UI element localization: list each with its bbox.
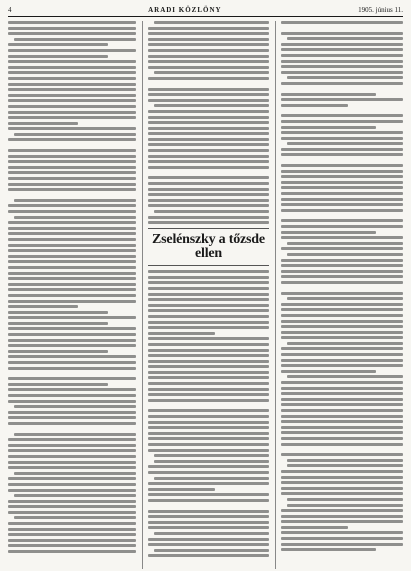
text-line-placeholder — [8, 166, 136, 169]
text-line-placeholder — [281, 65, 403, 68]
text-line-placeholder — [8, 444, 136, 447]
text-line-placeholder — [148, 155, 270, 158]
text-line-placeholder — [148, 287, 270, 290]
text-line-placeholder — [281, 303, 403, 306]
text-line-placeholder — [281, 381, 403, 384]
text-line-placeholder — [281, 347, 403, 350]
text-line-placeholder — [287, 464, 403, 467]
text-line-placeholder — [8, 449, 136, 452]
text-line-placeholder — [8, 422, 136, 425]
text-line-placeholder — [281, 259, 403, 262]
text-line-placeholder — [281, 247, 403, 250]
text-line-placeholder — [148, 83, 270, 88]
text-line-placeholder — [154, 460, 270, 463]
text-line-placeholder — [8, 171, 136, 174]
text-line-placeholder — [281, 126, 376, 129]
text-line-placeholder — [8, 339, 136, 342]
text-line-placeholder — [14, 405, 136, 408]
text-line-placeholder — [148, 176, 270, 179]
text-line-placeholder — [8, 344, 136, 347]
text-line-placeholder — [281, 164, 403, 167]
text-line-placeholder — [8, 311, 108, 314]
text-line-placeholder — [14, 494, 136, 497]
text-line-placeholder — [14, 472, 136, 475]
text-line-placeholder — [287, 142, 403, 145]
text-line-placeholder — [148, 99, 270, 102]
text-line-placeholder — [8, 71, 136, 74]
text-line-placeholder — [8, 60, 136, 63]
text-line-placeholder — [8, 305, 78, 308]
text-line-placeholder — [8, 210, 136, 213]
text-line-placeholder — [281, 48, 403, 51]
text-line-placeholder — [8, 244, 136, 247]
text-line-placeholder — [8, 438, 136, 441]
text-line-placeholder — [8, 272, 136, 275]
text-line-placeholder — [148, 337, 270, 340]
text-line-placeholder — [8, 127, 136, 130]
text-line-placeholder — [8, 149, 136, 152]
text-line-placeholder — [8, 204, 136, 207]
text-line-placeholder — [14, 133, 136, 136]
text-line-placeholder — [154, 210, 270, 213]
text-line-placeholder — [148, 515, 270, 518]
text-line-placeholder — [148, 77, 270, 80]
text-line-placeholder — [8, 249, 136, 252]
text-line-placeholder — [148, 443, 270, 446]
text-line-placeholder — [281, 60, 403, 63]
text-line-placeholder — [148, 371, 270, 374]
text-line-placeholder — [148, 526, 270, 529]
text-line-placeholder — [154, 21, 270, 24]
issue-date: 1905. június 11. — [358, 6, 403, 14]
text-line-placeholder — [148, 493, 270, 496]
text-line-placeholder — [287, 459, 403, 462]
text-line-placeholder — [148, 332, 215, 335]
text-line-placeholder — [281, 420, 403, 423]
article-columns — [8, 21, 403, 569]
text-line-placeholder — [281, 531, 403, 534]
text-line-placeholder — [287, 37, 403, 40]
text-line-placeholder — [8, 483, 136, 486]
text-line-placeholder — [148, 538, 270, 541]
text-line-placeholder — [281, 515, 403, 518]
text-line-placeholder — [281, 54, 403, 57]
text-line-placeholder — [8, 377, 136, 380]
text-line-placeholder — [281, 481, 403, 484]
text-line-placeholder — [154, 104, 270, 107]
text-line-placeholder — [281, 27, 403, 32]
text-line-placeholder — [281, 537, 403, 540]
text-line-placeholder — [148, 55, 270, 58]
text-line-placeholder — [281, 543, 403, 546]
text-line-placeholder — [8, 77, 136, 80]
text-line-placeholder — [8, 105, 136, 108]
text-line-placeholder — [8, 43, 108, 46]
text-line-placeholder — [8, 522, 136, 525]
text-line-placeholder — [8, 550, 136, 553]
text-line-placeholder — [8, 49, 136, 52]
divider — [148, 228, 270, 229]
text-line-placeholder — [148, 521, 270, 524]
text-line-placeholder — [8, 511, 136, 514]
text-line-placeholder — [148, 188, 270, 191]
text-line-placeholder — [281, 437, 403, 440]
newspaper-title: ARADI KÖZLÖNY — [148, 6, 222, 14]
text-line-placeholder — [8, 500, 136, 503]
text-line-placeholder — [281, 231, 376, 234]
text-line-placeholder — [8, 288, 136, 291]
text-line-placeholder — [148, 360, 270, 363]
article-headline: Zselénszky a tőzsde ellen — [152, 232, 265, 262]
text-line-placeholder — [8, 461, 136, 464]
text-line-placeholder — [281, 153, 403, 156]
text-line-placeholder — [148, 27, 270, 30]
text-line-placeholder — [8, 539, 136, 542]
text-line-placeholder — [148, 281, 270, 284]
text-line-placeholder — [287, 375, 403, 378]
text-line-placeholder — [8, 394, 136, 397]
text-line-placeholder — [281, 264, 403, 267]
middle-top-text — [148, 21, 270, 224]
text-line-placeholder — [8, 183, 136, 186]
text-line-placeholder — [8, 21, 136, 24]
text-line-placeholder — [148, 127, 270, 130]
text-line-placeholder — [148, 510, 270, 513]
text-line-placeholder — [148, 166, 270, 169]
text-line-placeholder — [8, 355, 136, 358]
text-line-placeholder — [8, 99, 136, 102]
text-line-placeholder — [8, 528, 136, 531]
text-line-placeholder — [281, 203, 403, 206]
text-line-placeholder — [148, 437, 270, 440]
text-line-placeholder — [148, 304, 270, 307]
text-line-placeholder — [8, 350, 108, 353]
text-line-placeholder — [8, 55, 108, 58]
text-line-placeholder — [8, 138, 136, 141]
text-line-placeholder — [148, 43, 270, 46]
text-line-placeholder — [148, 204, 270, 207]
text-line-placeholder — [281, 88, 403, 93]
text-line-placeholder — [281, 236, 403, 239]
middle-bottom-text — [148, 270, 270, 557]
text-line-placeholder — [148, 88, 270, 91]
text-line-placeholder — [281, 93, 376, 96]
text-line-placeholder — [8, 411, 136, 414]
text-line-placeholder — [281, 353, 403, 356]
text-line-placeholder — [148, 426, 270, 429]
text-line-placeholder — [8, 533, 136, 536]
text-line-placeholder — [281, 487, 403, 490]
text-line-placeholder — [148, 116, 270, 119]
text-line-placeholder — [281, 104, 348, 107]
text-line-placeholder — [8, 544, 136, 547]
text-line-placeholder — [287, 242, 403, 245]
text-line-placeholder — [148, 216, 270, 219]
text-line-placeholder — [148, 298, 270, 301]
text-line-placeholder — [148, 554, 270, 557]
text-line-placeholder — [281, 403, 403, 406]
text-line-placeholder — [148, 60, 270, 63]
text-line-placeholder — [281, 314, 403, 317]
text-line-placeholder — [281, 170, 403, 173]
text-line-placeholder — [154, 532, 270, 535]
text-line-placeholder — [148, 349, 270, 352]
text-line-placeholder — [281, 398, 403, 401]
text-line-placeholder — [281, 275, 403, 278]
text-line-placeholder — [281, 387, 403, 390]
text-line-placeholder — [281, 270, 403, 273]
text-line-placeholder — [8, 32, 136, 35]
text-line-placeholder — [281, 209, 403, 212]
text-line-placeholder — [281, 71, 403, 74]
text-line-placeholder — [281, 443, 403, 446]
text-line-placeholder — [14, 216, 136, 219]
text-line-placeholder — [281, 470, 403, 473]
text-line-placeholder — [8, 188, 136, 191]
text-line-placeholder — [8, 327, 136, 330]
text-line-placeholder — [148, 471, 270, 474]
text-line-placeholder — [281, 370, 376, 373]
text-line-placeholder — [281, 320, 403, 323]
text-line-placeholder — [148, 409, 270, 412]
text-line-placeholder — [148, 121, 270, 124]
text-line-placeholder — [148, 399, 270, 402]
text-line-placeholder — [148, 182, 270, 185]
text-line-placeholder — [148, 193, 270, 196]
text-line-placeholder — [281, 415, 403, 418]
text-line-placeholder — [8, 227, 136, 230]
text-line-placeholder — [8, 361, 136, 364]
text-line-placeholder — [281, 82, 403, 85]
text-line-placeholder — [281, 520, 403, 523]
text-line-placeholder — [148, 432, 270, 435]
text-line-placeholder — [8, 160, 136, 163]
text-line-placeholder — [8, 416, 136, 419]
text-line-placeholder — [8, 277, 136, 280]
text-line-placeholder — [281, 131, 403, 134]
text-line-placeholder — [281, 453, 403, 456]
text-line-placeholder — [148, 343, 270, 346]
text-line-placeholder — [281, 225, 403, 228]
text-line-placeholder — [281, 148, 403, 151]
text-line-placeholder — [148, 32, 270, 35]
text-line-placeholder — [8, 88, 136, 91]
text-line-placeholder — [281, 137, 403, 140]
text-line-placeholder — [281, 43, 403, 46]
text-line-placeholder — [14, 38, 136, 41]
text-line-placeholder — [287, 342, 403, 345]
column-right — [275, 21, 403, 569]
text-line-placeholder — [148, 315, 270, 318]
text-line-placeholder — [8, 477, 136, 480]
text-line-placeholder — [287, 76, 403, 79]
text-line-placeholder — [281, 181, 403, 184]
text-line-placeholder — [8, 266, 136, 269]
text-line-placeholder — [14, 433, 136, 436]
text-line-placeholder — [8, 111, 136, 114]
text-line-placeholder — [148, 132, 270, 135]
text-line-placeholder — [148, 505, 270, 510]
text-line-placeholder — [281, 175, 403, 178]
text-line-placeholder — [281, 98, 403, 101]
text-line-placeholder — [281, 492, 403, 495]
text-line-placeholder — [148, 465, 270, 468]
text-line-placeholder — [148, 376, 270, 379]
text-line-placeholder — [281, 509, 403, 512]
text-line-placeholder — [287, 253, 403, 256]
text-line-placeholder — [281, 186, 403, 189]
text-line-placeholder — [148, 365, 270, 368]
text-line-placeholder — [281, 292, 403, 295]
text-line-placeholder — [281, 21, 403, 24]
text-line-placeholder — [281, 431, 403, 434]
text-line-placeholder — [8, 260, 136, 263]
text-line-placeholder — [148, 354, 270, 357]
text-line-placeholder — [148, 388, 270, 391]
text-line-placeholder — [154, 454, 270, 457]
text-line-placeholder — [8, 283, 136, 286]
text-line-placeholder — [148, 482, 270, 485]
text-line-placeholder — [148, 38, 270, 41]
text-line-placeholder — [8, 238, 136, 241]
divider — [148, 265, 270, 266]
text-line-placeholder — [281, 336, 403, 339]
text-line-placeholder — [8, 122, 78, 125]
text-line-placeholder — [281, 526, 348, 529]
text-line-placeholder — [281, 32, 403, 35]
text-line-placeholder — [281, 198, 403, 201]
text-line-placeholder — [8, 177, 136, 180]
text-line-placeholder — [8, 466, 136, 469]
text-line-placeholder — [281, 409, 403, 412]
text-line-placeholder — [148, 66, 270, 69]
text-line-placeholder — [154, 549, 270, 552]
text-line-placeholder — [148, 199, 270, 202]
text-line-placeholder — [148, 160, 270, 163]
text-line-placeholder — [8, 333, 136, 336]
text-line-placeholder — [281, 281, 403, 284]
text-line-placeholder — [148, 49, 270, 52]
text-line-placeholder — [8, 255, 136, 258]
text-line-placeholder — [14, 199, 136, 202]
text-line-placeholder — [148, 309, 270, 312]
text-line-placeholder — [148, 221, 270, 224]
text-line-placeholder — [8, 388, 136, 391]
text-line-placeholder — [8, 66, 136, 69]
column-middle — [142, 21, 270, 569]
text-line-placeholder — [14, 516, 136, 519]
text-line-placeholder — [148, 276, 270, 279]
text-line-placeholder — [148, 93, 270, 96]
text-line-placeholder — [148, 293, 270, 296]
masthead — [8, 6, 403, 17]
text-line-placeholder — [281, 192, 403, 195]
text-line-placeholder — [8, 232, 136, 235]
text-line-placeholder — [148, 421, 270, 424]
text-line-placeholder — [281, 476, 403, 479]
text-line-placeholder — [8, 489, 136, 492]
text-line-placeholder — [148, 488, 215, 491]
text-line-placeholder — [281, 325, 403, 328]
text-line-placeholder — [148, 393, 270, 396]
text-line-placeholder — [281, 392, 403, 395]
text-line-placeholder — [8, 94, 136, 97]
text-line-placeholder — [154, 71, 270, 74]
text-line-placeholder — [281, 120, 403, 123]
text-line-placeholder — [281, 548, 376, 551]
text-line-placeholder — [8, 316, 136, 319]
text-line-placeholder — [8, 300, 136, 303]
text-line-placeholder — [8, 428, 136, 433]
text-line-placeholder — [8, 155, 136, 158]
text-line-placeholder — [281, 308, 403, 311]
text-line-placeholder — [281, 219, 403, 222]
text-line-placeholder — [8, 294, 136, 297]
text-line-placeholder — [148, 543, 270, 546]
text-line-placeholder — [8, 221, 136, 224]
text-line-placeholder — [281, 426, 403, 429]
text-line-placeholder — [148, 149, 270, 152]
text-line-placeholder — [148, 415, 270, 418]
text-line-placeholder — [148, 382, 270, 385]
text-line-placeholder — [148, 499, 270, 502]
text-line-placeholder — [281, 359, 403, 362]
text-line-placeholder — [148, 138, 270, 141]
page-number: 4 — [8, 6, 12, 14]
text-line-placeholder — [281, 331, 403, 334]
text-line-placeholder — [281, 364, 403, 367]
text-line-placeholder — [287, 498, 403, 501]
text-line-placeholder — [148, 110, 270, 113]
text-line-placeholder — [281, 287, 403, 292]
text-line-placeholder — [8, 367, 136, 370]
text-line-placeholder — [281, 114, 403, 117]
text-line-placeholder — [148, 143, 270, 146]
text-line-placeholder — [148, 326, 270, 329]
text-line-placeholder — [8, 455, 136, 458]
text-line-placeholder — [148, 321, 270, 324]
text-line-placeholder — [8, 83, 136, 86]
column-left — [8, 21, 136, 569]
text-line-placeholder — [8, 322, 108, 325]
text-line-placeholder — [287, 297, 403, 300]
text-line-placeholder — [8, 383, 108, 386]
text-line-placeholder — [8, 27, 136, 30]
text-line-placeholder — [148, 449, 270, 452]
text-line-placeholder — [8, 400, 136, 403]
text-line-placeholder — [8, 505, 136, 508]
text-line-placeholder — [8, 116, 136, 119]
text-line-placeholder — [287, 504, 403, 507]
text-line-placeholder — [148, 270, 270, 273]
text-line-placeholder — [154, 477, 270, 480]
